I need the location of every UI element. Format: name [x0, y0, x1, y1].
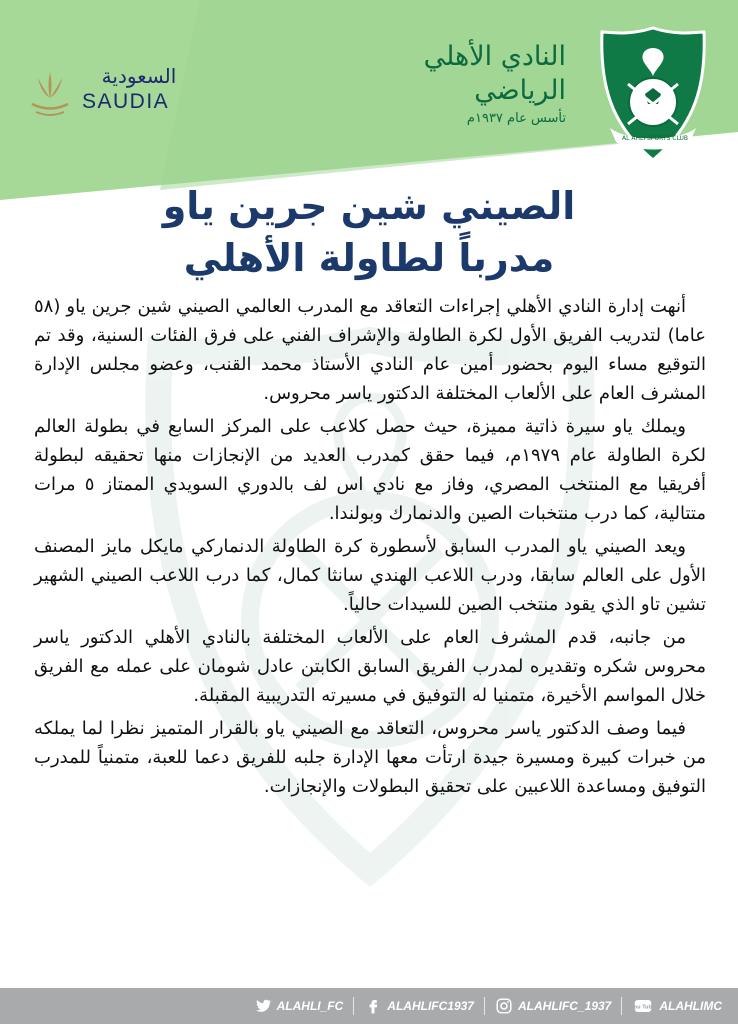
instagram-link[interactable]: [495, 997, 611, 1015]
saudia-name-arabic: السعودية: [101, 64, 177, 88]
headline-line-1: الصيني شين جرين ياو: [162, 184, 576, 228]
club-founded-date: تأسس عام ١٩٣٧م: [466, 111, 566, 126]
article-body: [34, 292, 706, 805]
twitter-icon: [254, 997, 272, 1015]
article-paragraph-5: فيما وصف الدكتور ياسر محروس، التعاقد مع الصيني ياو بالقرار المتميز نظرا لما يملكه من خبرات كبيرة ومسيرة جيدة ارتأت معها الإدارة جلبه للفريق دعما للعبة، متمنياً للمدرب التوفيق ومساعدة اللاعبين على تحقيق البطولات والإنجازات.: [34, 718, 706, 797]
divider: [621, 997, 622, 1015]
twitter-handle: ALAHLI_FC: [276, 999, 344, 1013]
article-paragraph-2: ويملك ياو سيرة ذاتية مميزة، حيث حصل كلاعب على المركز السابع في بطولة العالم لكرة الطاولة عام ١٩٧٩م، فيما حقق كمدرب العديد من الإنجازات منها تحقيقه لبطولة أفريقيا مع المنتخب المصري، وفاز مع نادي اس لف بالدوري السويدي الممتاز ٥ مرات متتالية، كما درب منتخبات الصين والدنمارك وبولندا.: [34, 416, 706, 524]
facebook-link[interactable]: [364, 997, 474, 1015]
youtube-handle: ALAHLIMC: [659, 999, 722, 1013]
article-paragraph-1: أنهت إدارة النادي الأهلي إجراءات التعاقد مع المدرب العالمي الصيني شين جرين ياو (٥٨ عاما) لتدريب الفريق الأول لكرة الطاولة والإشراف الفني على فرق الفئات السنية، وقد تم التوقيع مساء اليوم بحضور أمين عام النادي الأستاذ محمد القنب، وعضو مجلس الإدارة المشرف العام على الألعاب المختلفة الدكتور ياسر محروس.: [34, 296, 706, 404]
article-paragraph-4: من جانبه، قدم المشرف العام على الألعاب المختلفة بالنادي الأهلي الدكتور ياسر محروس شكره وتقديره لمدرب الفريق السابق الكابتن عادل شومان على عمله مع الفريق خلال المواسم الأخيرة، متمنيا له التوفيق في مسيرته التدريبية المقبلة.: [34, 627, 706, 706]
saudia-name-english: SAUDIA: [82, 90, 170, 113]
divider: [353, 997, 354, 1015]
instagram-handle: ALAHLIFC_1937: [517, 999, 612, 1013]
facebook-handle: ALAHLIFC1937: [387, 999, 474, 1013]
club-name-block: [326, 40, 566, 128]
club-logo-icon: [598, 24, 708, 164]
social-links: [254, 988, 722, 1024]
instagram-icon: [495, 997, 513, 1015]
youtube-icon-text: You Tube: [631, 1004, 656, 1011]
saudia-emblem-icon: [28, 68, 72, 118]
headline: [40, 180, 698, 284]
divider: [484, 997, 485, 1015]
club-name: النادي الأهلي الرياضي: [423, 41, 566, 106]
youtube-link[interactable]: [632, 997, 722, 1015]
club-logo-text: AL AHLI SPORTS CLUB: [622, 135, 688, 142]
headline-line-2: مدرباً لطاولة الأهلي: [183, 236, 555, 280]
social-footer: [0, 988, 738, 1024]
facebook-icon: [364, 997, 382, 1015]
youtube-icon: [632, 997, 654, 1015]
article-paragraph-3: ويعد الصيني ياو المدرب السابق لأسطورة كرة الطاولة الدنماركي مايكل مايز المصنف الأول على العالم سابقا، ودرب اللاعب الهندي سانثا كمال، كما درب اللاعب الصيني الشهير تشين تاو الذي يقود منتخب الصين للسيدات حالياً.: [34, 536, 706, 615]
saudia-logo: [28, 64, 198, 124]
twitter-link[interactable]: [254, 997, 344, 1015]
